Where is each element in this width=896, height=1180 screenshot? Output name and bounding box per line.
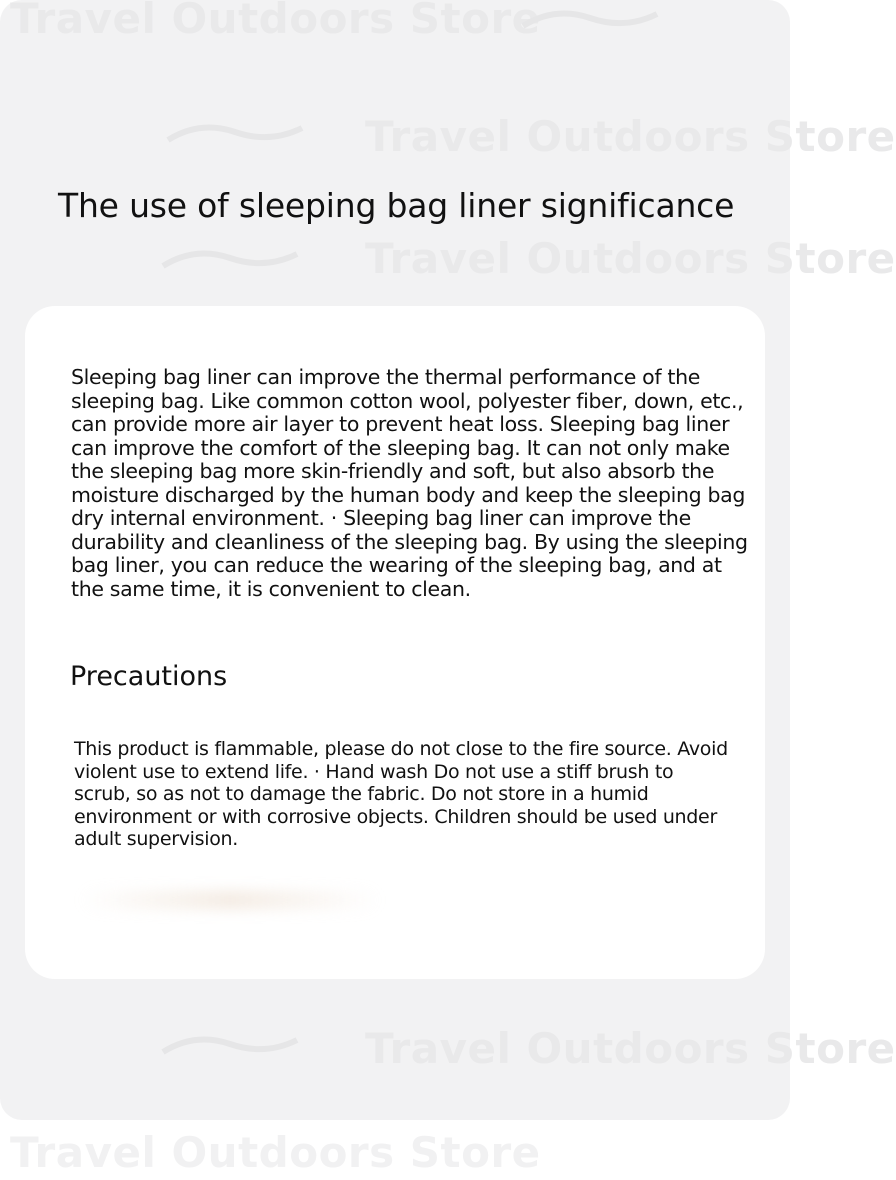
watermark-text: Travel Outdoors Store [365, 1024, 896, 1073]
brand-logo-icon [155, 1030, 305, 1064]
watermark-text: Travel Outdoors Store [365, 234, 896, 283]
watermark-text: Travel Outdoors Store [10, 0, 541, 43]
brand-logo-icon [155, 244, 305, 278]
page-title: The use of sleeping bag liner significance [58, 186, 735, 225]
content-card [25, 306, 765, 979]
precautions-text: This product is flammable, please do not close to the fire source. Avoid violent use to extend life. · Hand wash Do not use a stiff brush to scrub, so as not to damage the fabric. Do not store in a humid environment or with corrosive objects. Children should be used under adult supervision. [74, 738, 728, 850]
brand-logo-icon [160, 118, 310, 152]
precautions-heading: Precautions [70, 661, 228, 692]
brand-logo-icon [515, 4, 665, 38]
watermark-text: Travel Outdoors Store [365, 112, 896, 161]
watermark-text: Travel Outdoors Store [10, 1128, 541, 1177]
intro-paragraph: Sleeping bag liner can improve the thermal performance of the sleeping bag. Like common cotton wool, polyester fiber, down, etc., can provide more air layer to prevent heat loss. Sleeping bag liner can improve the comfort of the sleeping bag. It can not only make the sleeping bag more skin-friendly and soft, but also absorb the moisture discharged by the human body and keep the sleeping bag dry internal environment. · Sleeping bag liner can improve the durability and cleanliness of the sleeping bag. By using the sleeping bag liner, you can reduce the wearing of the sleeping bag, and at the same time, it is convenient to clean. [71, 365, 748, 601]
decorative-stripe [80, 890, 380, 910]
